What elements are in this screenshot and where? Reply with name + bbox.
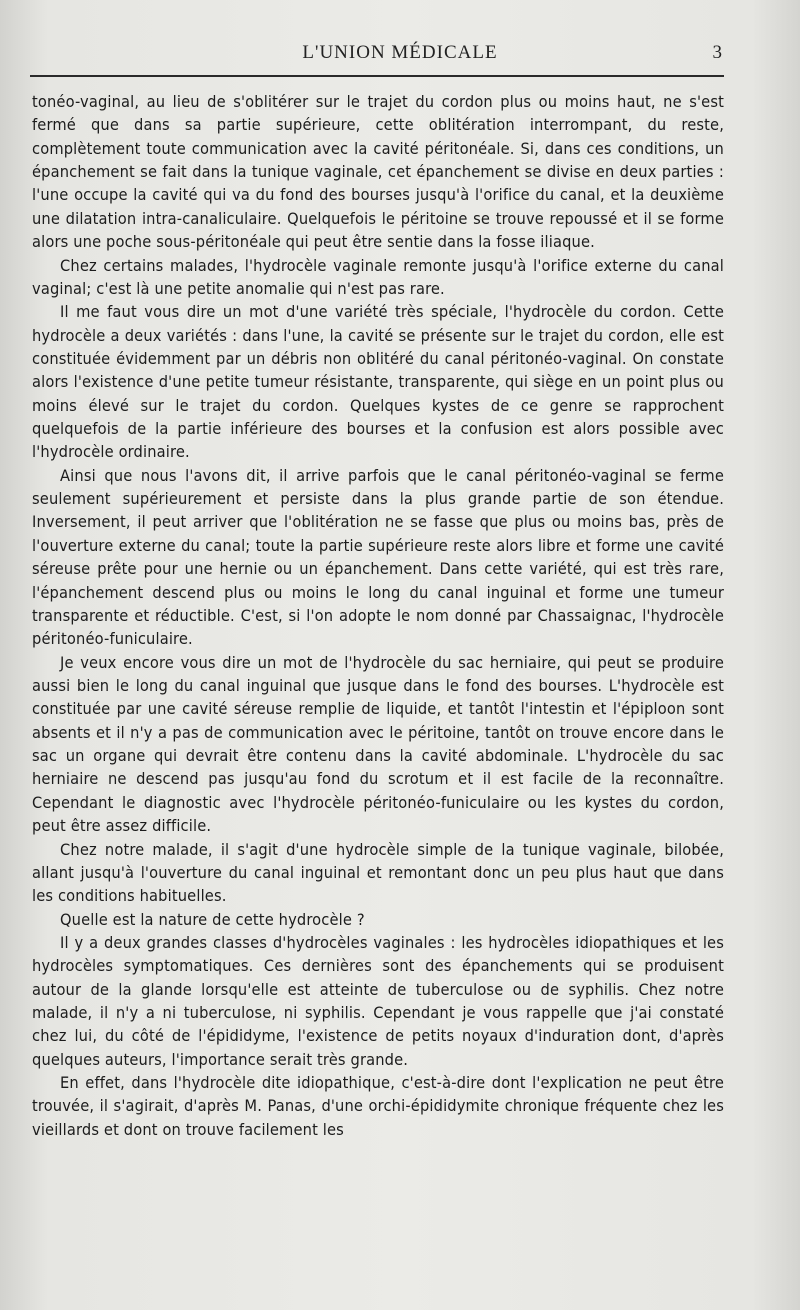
paragraph: En effet, dans l'hydrocèle dite idiopathique, c'est-à-dire dont l'explication ne peut être trouvée, il s'agirait, d'après M. Panas, d'une orchi-épididymite chronique fréquente chez les vieillards et dont on trouve facilement les bbox=[32, 1073, 724, 1139]
running-head bbox=[0, 42, 800, 72]
paragraph: tonéo-vaginal, au lieu de s'oblitérer sur le trajet du cordon plus ou moins haut, ne s'est fermé que dans sa partie supérieure, cette oblitération interrompant, du reste, complètement toute communication avec la cavité péritonéale. Si, dans ces conditions, un épanchement se fait dans la tunique vaginale, cet épanchement se divise en deux parties : l'une occupe la cavité qui va du fond des bourses jusqu'à l'orifice du canal, et la deuxième une dilatation intra-canaliculaire. Quelquefois le péritoine se trouve repoussé et il se forme alors une poche sous-péritonéale qui peut être sentie dans la fosse iliaque. bbox=[32, 92, 724, 252]
paragraph: Il me faut vous dire un mot d'une variété très spéciale, l'hydrocèle du cordon. Cette hydrocèle a deux variétés : dans l'une, la cavité se présente sur le trajet du cordon, elle est constituée évidemment par un débris non oblitéré du canal péritonéo-vaginal. On constate alors l'existence d'une petite tumeur résistante, transparente, qui siège en un point plus ou moins élevé sur le trajet du cordon. Quelques kystes de ce genre se rapprochent quelquefois de la partie inférieure des bourses et la confusion est alors possible avec l'hydrocèle ordinaire. bbox=[32, 302, 724, 462]
paragraph: Il y a deux grandes classes d'hydrocèles vaginales : les hydrocèles idiopathiques et les hydrocèles symptomatiques. Ces dernières sont des épanchements qui se produisent autour de la glande lorsqu'elle est atteinte de tuberculose ou de syphilis. Chez notre malade, il n'y a ni tuberculose, ni syphilis. Cependant je vous rappelle que j'ai constaté chez lui, du côté de l'épididyme, l'existence de petits noyaux d'induration dont, d'après quelques auteurs, l'importance serait très grande. bbox=[32, 932, 724, 1069]
header-rule bbox=[30, 75, 724, 77]
running-title: L'UNION MÉDICALE bbox=[302, 42, 498, 63]
page-number: 3 bbox=[712, 42, 722, 63]
paragraph: Je veux encore vous dire un mot de l'hydrocèle du sac herniaire, qui peut se produire aussi bien le long du canal inguinal que jusque dans le fond des bourses. L'hydrocèle est constituée par une cavité séreuse remplie de liquide, et tantôt l'intestin et l'épiploon sont absents et il n'y a pas de communication avec le péritoine, tantôt on trouve encore dans le sac un organe qui devrait être contenu dans la cavité abdominale. L'hydrocèle du sac herniaire ne descend pas jusqu'au fond du scrotum et il est facile de la reconnaître. Cependant le diagnostic avec l'hydrocèle péritonéo-funiculaire ou les kystes du cordon, peut être assez difficile. bbox=[32, 652, 724, 836]
paragraph: Ainsi que nous l'avons dit, il arrive parfois que le canal péritonéo-vaginal se ferme seulement supérieurement et persiste dans la plus grande partie de son étendue. Inversement, il peut arriver que l'oblitération ne se fasse que plus ou moins bas, près de l'ouverture externe du canal; toute la partie supérieure reste alors libre et forme une cavité séreuse prête pour une hernie ou un épanchement. Dans cette variété, qui est très rare, l'épanchement descend plus ou moins le long du canal inguinal et forme une tumeur transparente et réductible. C'est, si l'on adopte le nom donné par Chassaignac, l'hydrocèle péritonéo-funiculaire. bbox=[32, 465, 724, 649]
body-text bbox=[32, 90, 724, 1141]
paragraph: Quelle est la nature de cette hydrocèle ? bbox=[60, 909, 365, 929]
paragraph: Chez notre malade, il s'agit d'une hydrocèle simple de la tunique vaginale, bilobée, allant jusqu'à l'ouverture du canal inguinal et remontant donc un peu plus haut que dans les conditions habituelles. bbox=[32, 839, 724, 906]
paragraph: Chez certains malades, l'hydrocèle vaginale remonte jusqu'à l'orifice externe du canal vaginal; c'est là une petite anomalie qui n'est pas rare. bbox=[32, 255, 724, 298]
